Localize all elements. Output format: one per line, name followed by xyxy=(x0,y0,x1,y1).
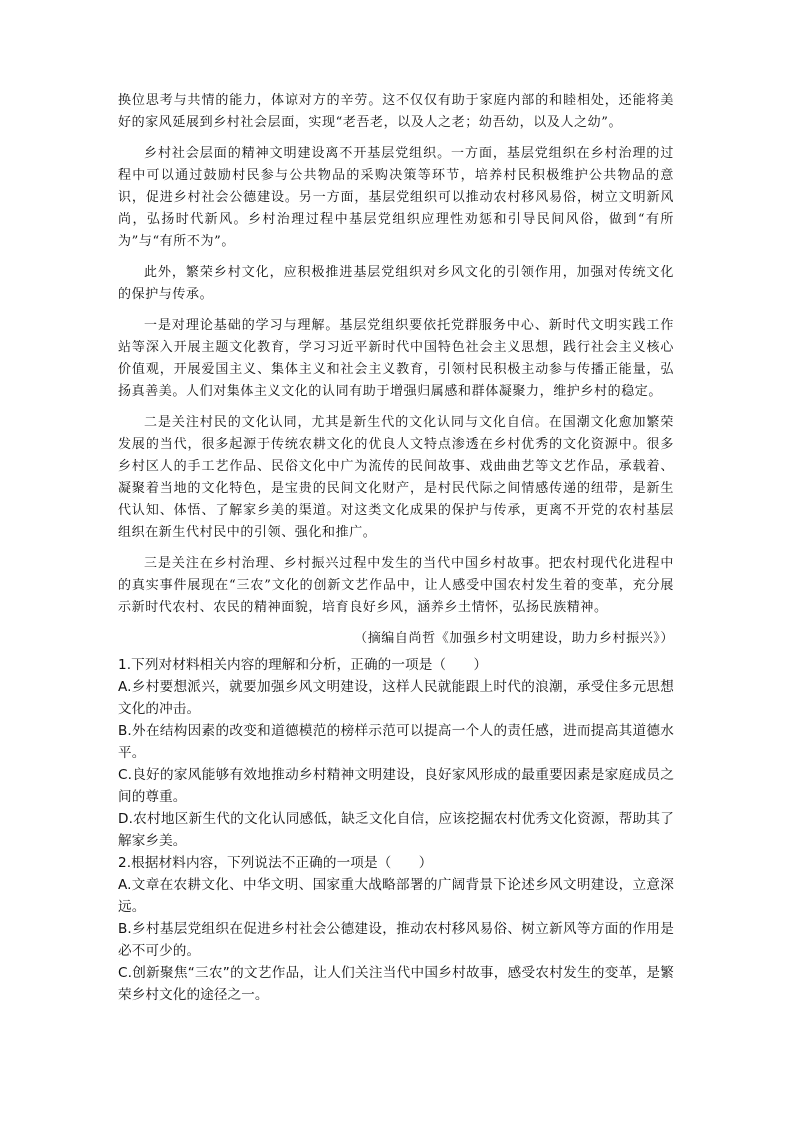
question-option-a: A.乡村要想派兴，就要加强乡风文明建设，这样人民就能跟上时代的浪潮，承受住多元思想文化的冲击。 xyxy=(118,679,674,717)
question-option-c: C.良好的家风能够有效地推动乡村精神文明建设，良好家风形成的最重要因素是家庭成员之间的尊重。 xyxy=(118,767,674,805)
question-option-a: A.文章在农耕文化、中华文明、国家重大战略部署的广阔背景下论述乡风文明建设，立意深远。 xyxy=(118,877,674,915)
question-stem: 1.下列对材料相关内容的理解和分析，正确的一项是（ ） xyxy=(118,657,488,673)
question-1 xyxy=(118,654,674,852)
passage-source: （摘编自尚哲《加强乡村文明建设，助力乡村振兴》） xyxy=(354,631,674,646)
passage-paragraph-5: 二是关注村民的文化认同，尤其是新生代的文化认同与文化自信。在国潮文化愈加繁荣发展的当代，很多起源于传统农耕文化的优良人文特点渗透在乡村优秀的文化资源中。很多乡村区人的手工艺作品、民俗文化中广为流传的民间故事、戏曲曲艺等文艺作品，承载着、凝聚着当地的文化特色，是宝贵的民间文化财产，是村民代际之间情感传递的纽带，是新生代认知、体悟、了解家乡美的渠道。对这类文化成果的保护与传承，更离不开党的农村基层组织在新生代村民中的引领、强化和推广。 xyxy=(118,415,674,540)
passage-paragraph-6: 三是关注在乡村治理、乡村振兴过程中发生的当代中国乡村故事。把农村现代化进程中的真实事件展现在“三农”文化的创新文艺作品中，让人感受中国农村发生着的变革，充分展示新时代农村、农民的精神面貌，培育良好乡风，涵养乡土情怀，弘扬民族精神。 xyxy=(118,556,674,615)
passage-paragraph-4: 一是对理论基础的学习与理解。基层党组织要依托党群服务中心、新时代文明实践工作站等深入开展主题文化教育，学习习近平新时代中国特色社会主义思想，践行社会主义核心价值观，开展爱国主义、集体主义和社会主义教育，引领村民积极主动参与传播正能量，弘扬真善美。人们对集体主义文化的认同有助于增强归属感和群体凝聚力，维护乡村的稳定。 xyxy=(118,318,674,399)
question-option-d: D.农村地区新生代的文化认同感低，缺乏文化自信，应该挖掘农村优秀文化资源，帮助其了解家乡美。 xyxy=(118,811,674,849)
question-option-c: C.创新聚焦“三农”的文艺作品，让人们关注当代中国乡村故事，感受农村发生的变革，是繁荣乡村文化的途径之一。 xyxy=(118,965,674,1003)
reading-passage xyxy=(118,90,674,619)
passage-paragraph-2: 乡村社会层面的精神文明建设离不开基层党组织。一方面，基层党组织在乡村治理的过程中可以通过鼓励村民参与公共物品的采购决策等环节，培养村民积极维护公共物品的意识，促进乡村社会公德建设。另一方面，基层党组织可以推动农村移风易俗，树立文明新风尚，弘扬时代新风。乡村治理过程中基层党组织应理性劝惩和引导民间风俗，做到“有所为”与“有所不为”。 xyxy=(118,146,674,249)
question-option-b: B.乡村基层党组织在促进乡村社会公德建设，推动农村移风易俗、树立新风等方面的作用是必不可少的。 xyxy=(118,921,674,959)
question-option-b: B.外在结构因素的改变和道德模范的榜样示范可以提高一个人的责任感，进而提高其道德水平。 xyxy=(118,723,674,761)
question-2 xyxy=(118,852,674,1006)
question-list xyxy=(118,654,674,1006)
passage-paragraph-1: 换位思考与共情的能力，体谅对方的辛劳。这不仅仅有助于家庭内部的和睦相处，还能将美好的家风延展到乡村社会层面，实现“老吾老，以及人之老；幼吾幼，以及人之幼”。 xyxy=(118,93,674,130)
question-stem: 2.根据材料内容，下列说法不正确的一项是（ ） xyxy=(118,855,433,871)
document-page xyxy=(118,90,674,1006)
passage-paragraph-3: 此外，繁荣乡村文化，应积极推进基层党组织对乡风文化的引领作用，加强对传统文化的保护与传承。 xyxy=(118,265,674,302)
